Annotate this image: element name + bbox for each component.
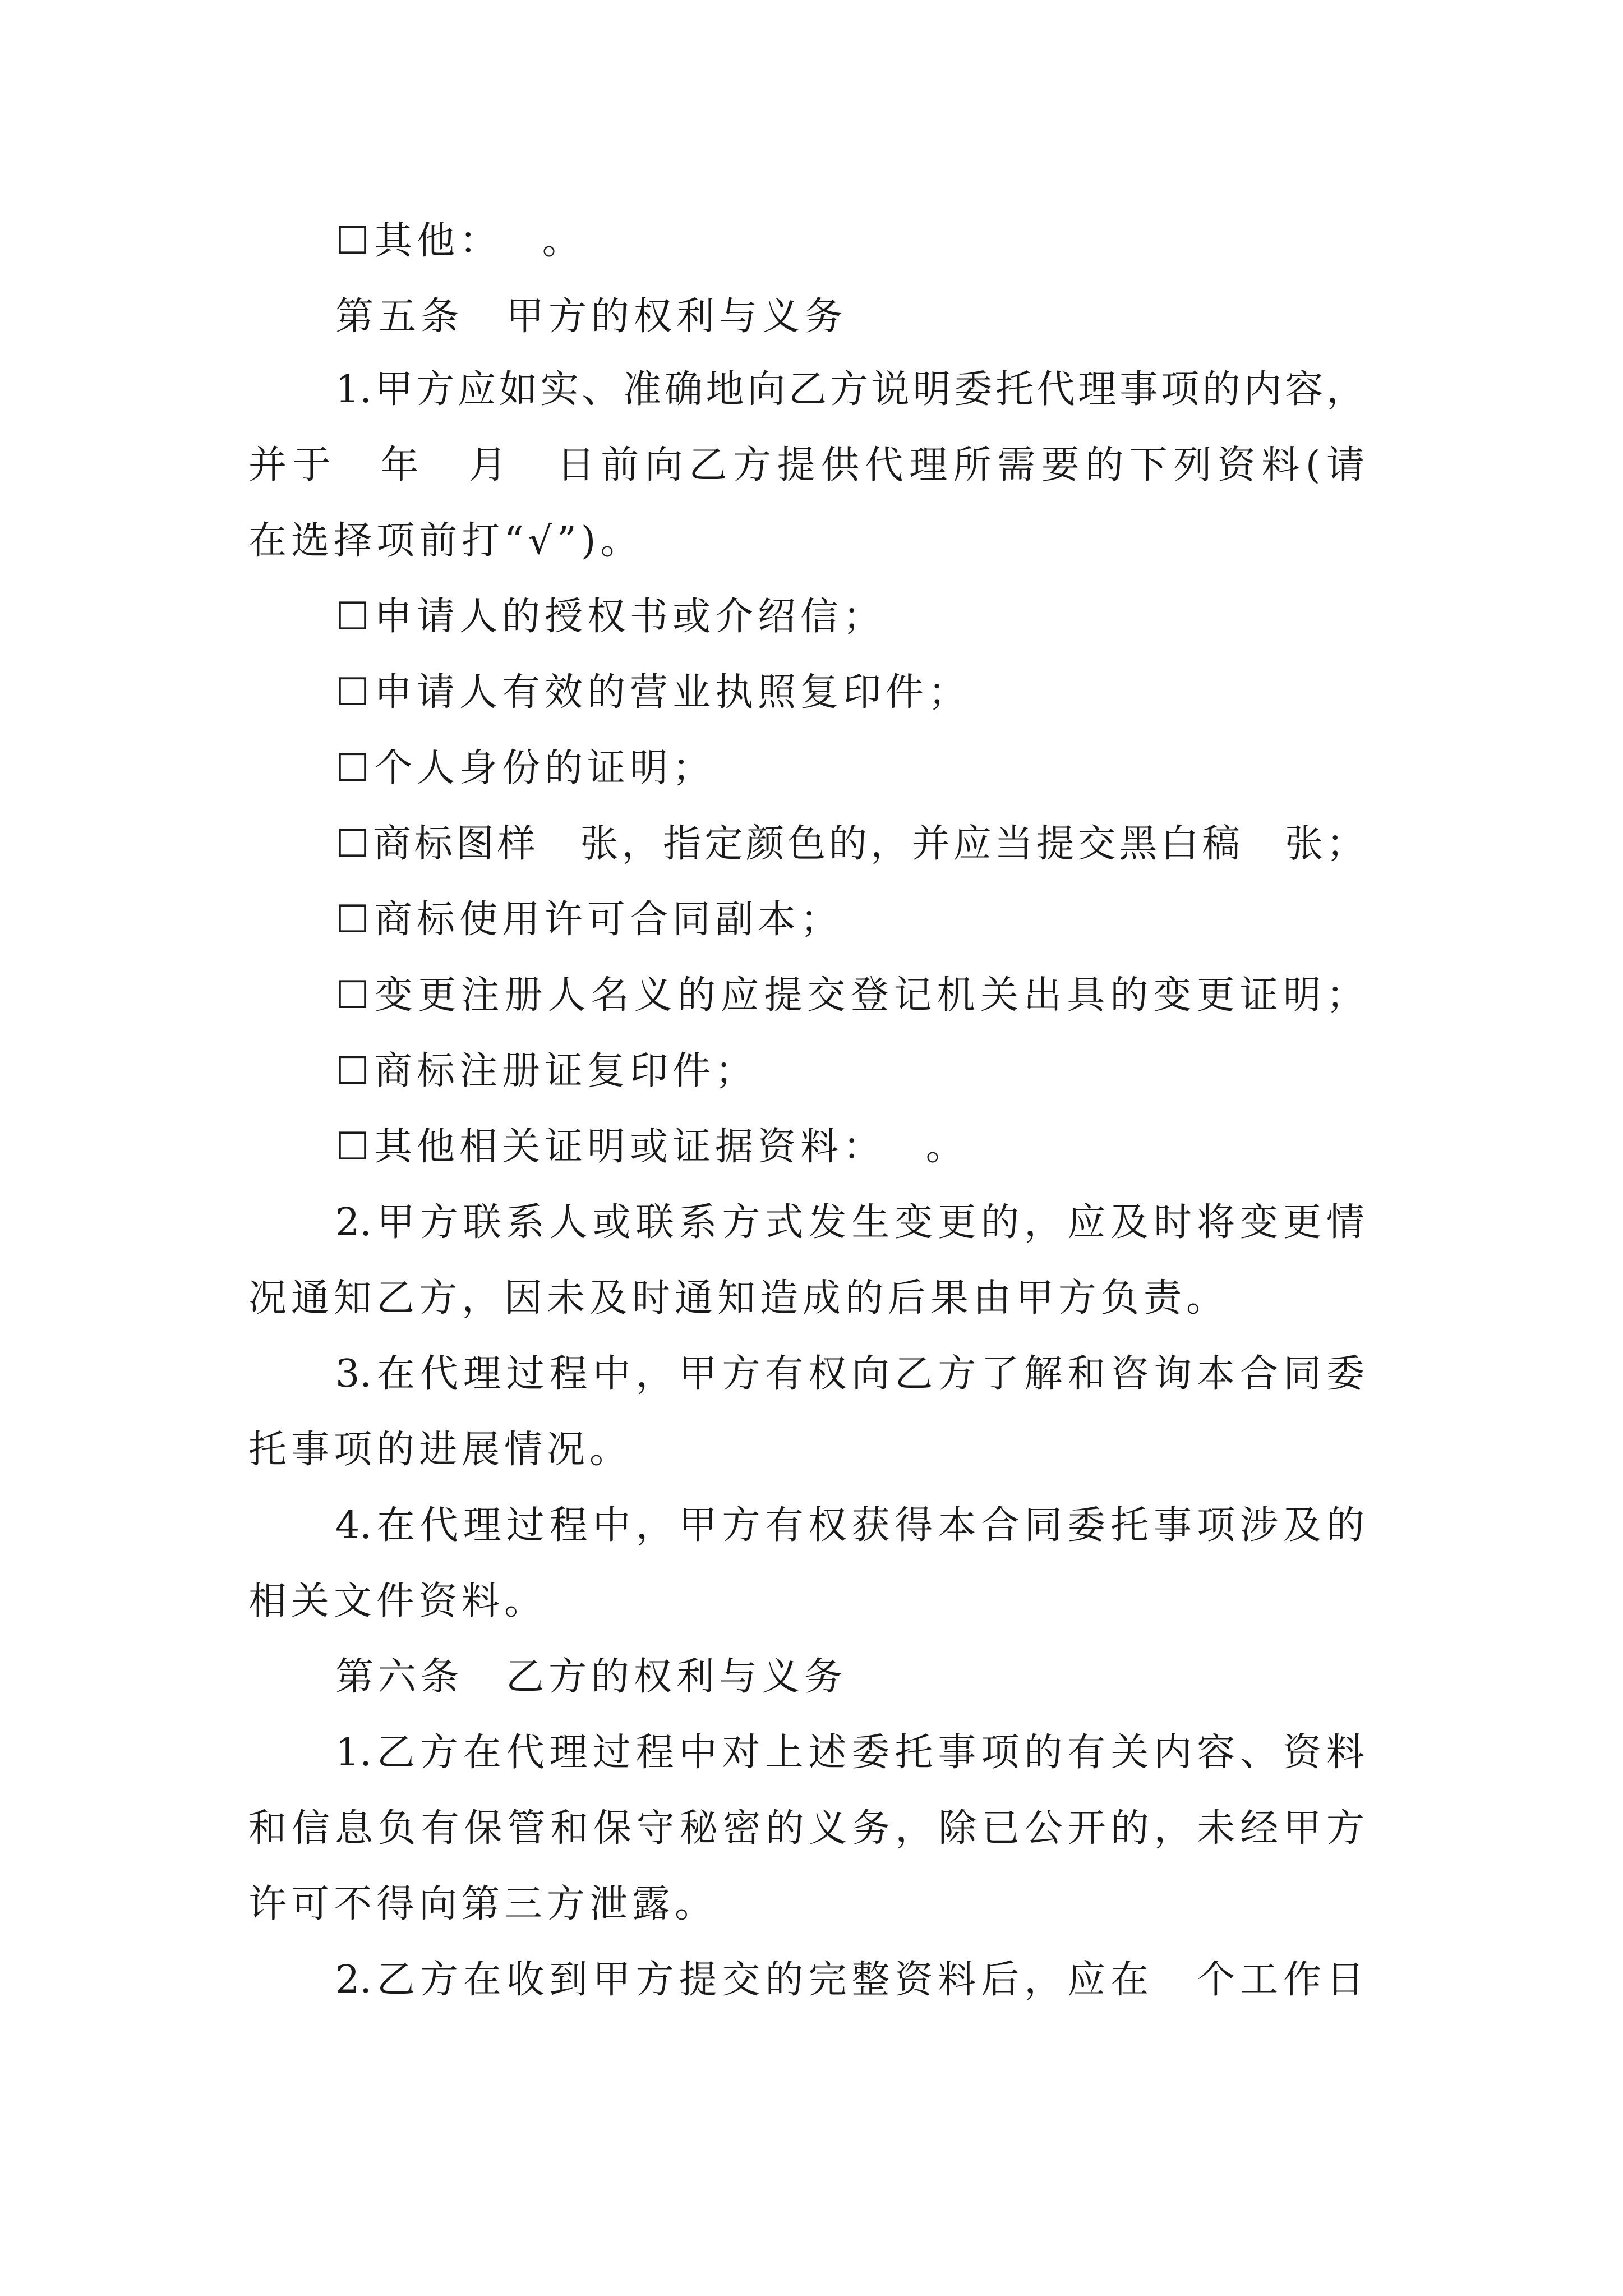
- article-five-heading: 第五条 甲方的权利与义务: [335, 295, 847, 339]
- checkbox-item: ☐个人身份的证明；: [335, 746, 715, 790]
- paragraph-line: 和信息负有保管和保守秘密的义务，除已公开的，未经甲方: [248, 1806, 1364, 1851]
- checkbox-item: ☐申请人的授权书或介绍信；: [335, 595, 886, 639]
- paragraph-line: 1.乙方在代理过程中对上述委托事项的有关内容、资料: [335, 1731, 1364, 1775]
- paragraph-line: 托事项的进展情况。: [248, 1428, 633, 1472]
- paragraph-line: 许可不得向第三方泄露。: [248, 1882, 718, 1926]
- checkbox-item: ☐商标图样 张，指定颜色的，并应当提交黑白稿 张；: [335, 822, 1364, 866]
- paragraph-line: 2.甲方联系人或联系方式发生变更的，应及时将变更情: [335, 1200, 1364, 1245]
- checkbox-item: ☐变更注册人名义的应提交登记机关出具的变更证明；: [335, 973, 1364, 1018]
- paragraph-line: 3.在代理过程中，甲方有权向乙方了解和咨询本合同委: [335, 1352, 1364, 1396]
- checkbox-item: ☐商标使用许可合同副本；: [335, 898, 843, 942]
- paragraph-line: 2.乙方在收到甲方提交的完整资料后，应在 个工作日: [335, 1958, 1364, 2002]
- checkbox-item: ☐申请人有效的营业执照复印件；: [335, 670, 971, 715]
- checkbox-item: ☐商标注册证复印件；: [335, 1049, 758, 1093]
- paragraph-line: 1.甲方应如实、准确地向乙方说明委托代理事项的内容，: [335, 367, 1364, 412]
- paragraph-line: 况通知乙方，因未及时通知造成的后果由甲方负责。: [248, 1276, 1229, 1320]
- checkbox-other: ☐其他： 。: [335, 219, 585, 263]
- paragraph-line: 并于 年 月 日前向乙方提供代理所需要的下列资料(请: [248, 443, 1364, 487]
- checkbox-item: ☐其他相关证明或证据资料： 。: [335, 1125, 969, 1169]
- paragraph-line: 4.在代理过程中，甲方有权获得本合同委托事项涉及的: [335, 1503, 1364, 1548]
- paragraph-line: 相关文件资料。: [248, 1579, 547, 1623]
- article-six-heading: 第六条 乙方的权利与义务: [335, 1655, 847, 1699]
- paragraph-line: 在选择项前打“√”)。: [248, 519, 643, 563]
